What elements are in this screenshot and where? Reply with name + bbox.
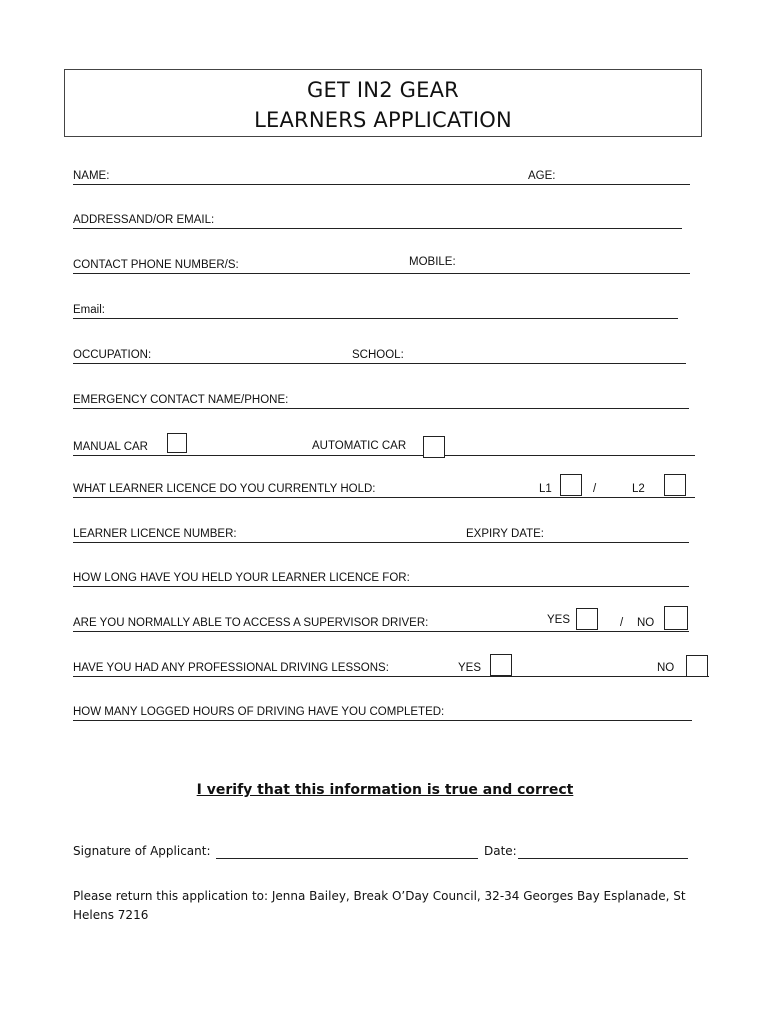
supervisor-yes-checkbox[interactable] <box>576 608 598 630</box>
emergency-contact-field[interactable] <box>73 394 689 409</box>
supervisor-label: ARE YOU NORMALLY ABLE TO ACCESS A SUPERVISOR DRIVER: <box>73 617 429 629</box>
automatic-car-checkbox[interactable] <box>423 436 445 458</box>
licence-number-label: LEARNER LICENCE NUMBER: <box>73 528 237 540</box>
address-field[interactable] <box>73 214 682 229</box>
lessons-yes-checkbox[interactable] <box>490 654 512 676</box>
occupation-label: OCCUPATION: <box>73 349 152 361</box>
l2-checkbox[interactable] <box>664 474 686 496</box>
date-line[interactable] <box>518 858 688 859</box>
name-label: NAME: <box>73 170 110 182</box>
logged-hours-field[interactable] <box>73 706 692 721</box>
lessons-field <box>73 662 709 677</box>
age-label: AGE: <box>528 170 556 182</box>
name-age-field[interactable] <box>73 170 690 185</box>
lessons-label: HAVE YOU HAD ANY PROFESSIONAL DRIVING LESSONS: <box>73 662 389 674</box>
form-title: GET IN2 GEAR <box>307 78 459 102</box>
slash-separator: / <box>593 483 597 495</box>
expiry-label: EXPIRY DATE: <box>466 528 544 540</box>
date-label: Date: <box>484 844 517 858</box>
l2-label: L2 <box>632 483 645 495</box>
emergency-label: EMERGENCY CONTACT NAME/PHONE: <box>73 394 289 406</box>
automatic-label: AUTOMATIC CAR <box>312 440 407 452</box>
licence-held-label: WHAT LEARNER LICENCE DO YOU CURRENTLY HOLD: <box>73 483 376 495</box>
return-instructions: Please return this application to: Jenna Bailey, Break O’Day Council, 32-34 Georges Bay Esplanade, St Helens 7216 <box>73 889 686 922</box>
supervisor-no-label: NO <box>637 617 655 629</box>
form-subtitle: LEARNERS APPLICATION <box>254 108 512 132</box>
email-field[interactable] <box>73 304 678 319</box>
supervisor-no-checkbox[interactable] <box>664 606 688 630</box>
licence-held-field <box>73 483 695 498</box>
email-label: Email: <box>73 304 105 316</box>
lessons-no-label: NO <box>657 662 675 674</box>
lessons-no-checkbox[interactable] <box>686 655 708 677</box>
manual-label: MANUAL CAR <box>73 441 148 453</box>
signature-line[interactable] <box>216 858 478 859</box>
manual-car-checkbox[interactable] <box>167 433 187 453</box>
signature-label: Signature of Applicant: <box>73 844 211 858</box>
verification-statement: I verify that this information is true and correct <box>196 782 574 798</box>
school-label: SCHOOL: <box>352 349 404 361</box>
phone-label: CONTACT PHONE NUMBER/S: <box>73 259 239 271</box>
form-title-box <box>64 69 702 137</box>
held-duration-field[interactable] <box>73 572 689 587</box>
held-duration-label: HOW LONG HAVE YOU HELD YOUR LEARNER LICENCE FOR: <box>73 572 410 584</box>
supervisor-yes-label: YES <box>547 614 571 626</box>
lessons-yes-label: YES <box>458 662 482 674</box>
mobile-label: MOBILE: <box>409 256 456 268</box>
supervisor-slash: / <box>620 617 624 629</box>
l1-label: L1 <box>539 483 552 495</box>
logged-hours-label: HOW MANY LOGGED HOURS OF DRIVING HAVE YOU COMPLETED: <box>73 706 445 718</box>
address-label: ADDRESSAND/OR EMAIL: <box>73 214 215 226</box>
licence-number-field[interactable] <box>73 528 689 543</box>
phone-mobile-field[interactable] <box>73 256 690 274</box>
occupation-school-field[interactable] <box>73 349 686 364</box>
l1-checkbox[interactable] <box>560 474 582 496</box>
